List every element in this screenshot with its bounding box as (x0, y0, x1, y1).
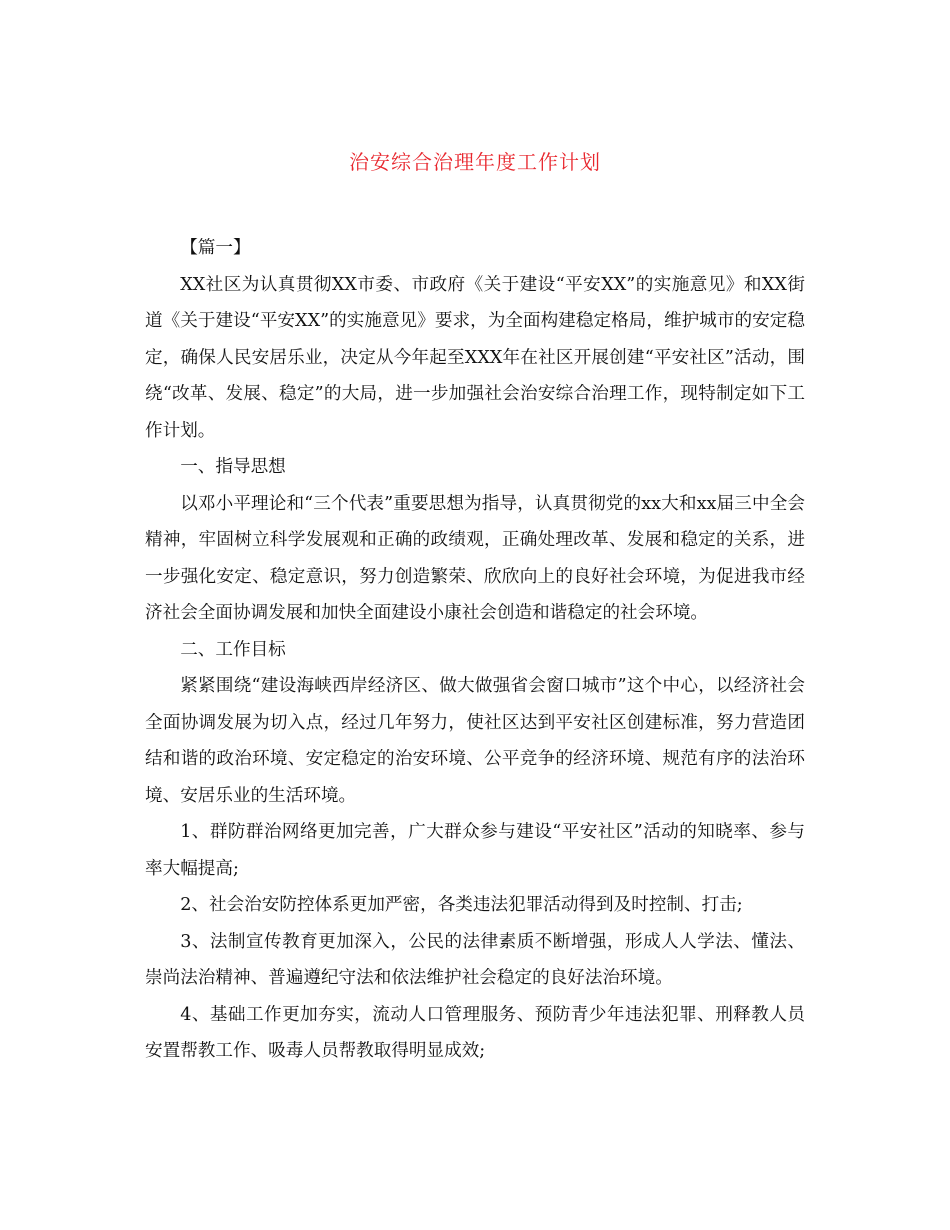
guiding-ideology-paragraph: 以邓小平理论和“三个代表”重要思想为指导，认真贯彻党的xx大和xx届三中全会精神，牢固树立科学发展观和正确的政绩观，正确处理改革、发展和稳定的关系，进一步强化安定、稳定意识，努力创造繁荣、欣欣向上的良好社会环境，为促进我市经济社会全面协调发展和加快全面建设小康社会创造和谐稳定的社会环境。 (145, 493, 805, 623)
goal-item-1: 1、群防群治网络更加完善，广大群众参与建设“平安社区”活动的知晓率、参与率大幅提高; (145, 822, 805, 879)
goal-item-3: 3、法制宣传教育更加深入，公民的法律素质不断增强，形成人人学法、懂法、崇尚法治精神、普遍遵纪守法和依法维护社会稳定的良好法治环境。 (145, 931, 805, 988)
document-title: 治安综合治理年度工作计划 (349, 150, 601, 174)
goal-item-4: 4、基础工作更加夯实，流动人口管理服务、预防青少年违法犯罪、刑释教人员安置帮教工作、吸毒人员帮教取得明显成效; (145, 1004, 805, 1061)
section-heading-work-goals: 二、工作目标 (180, 639, 286, 660)
work-goals-paragraph: 紧紧围绕“建设海峡西岸经济区、做大做强省会窗口城市”这个中心，以经济社会全面协调发展为切入点，经过几年努力，使社区达到平安社区创建标准，努力营造团结和谐的政治环境、安定稳定的治安环境、公平竞争的经济环境、规范有序的法治环境、安居乐业的生活环境。 (145, 676, 805, 806)
goal-item-2: 2、社会治安防控体系更加严密，各类违法犯罪活动得到及时控制、打击; (180, 895, 743, 915)
document-body (145, 230, 805, 1070)
section-heading-guiding-ideology: 一、指导思想 (180, 457, 286, 477)
intro-paragraph: XX社区为认真贯彻XX市委、市政府《关于建设“平安XX”的实施意见》和XX街道《关于建设“平安XX”的实施意见》要求，为全面构建稳定格局，维护城市的安定稳定，确保人民安居乐业，决定从今年起至XXX年在社区开展创建“平安社区”活动，围绕“改革、发展、稳定”的大局，进一步加强社会治安综合治理工作，现特制定如下工作计划。 (145, 274, 805, 441)
section-heading-part-one: 【篇一】 (180, 238, 251, 258)
